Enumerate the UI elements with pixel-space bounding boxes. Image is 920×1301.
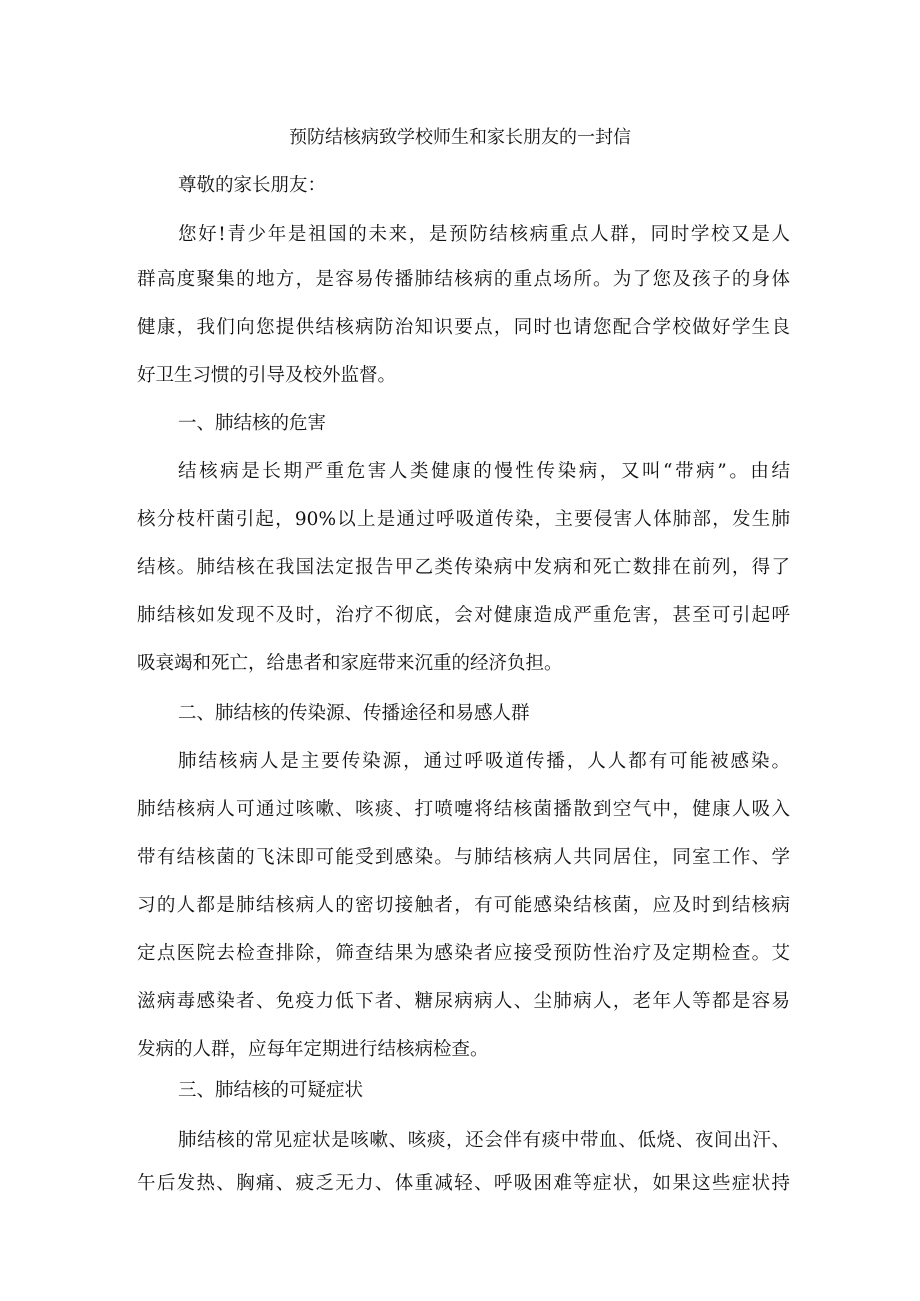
section2-line-5: 定点医院去检查排除，筛查结果为感染者应接受预防性治疗及定期检查。艾: [137, 943, 790, 964]
intro-line-2: 群高度聚集的地方，是容易传播肺结核病的重点场所。为了您及孩子的身体: [137, 269, 790, 290]
section2-line-2: 肺结核病人可通过咳嗽、咳痰、打喷嚏将结核菌播散到空气中，健康人吸入: [137, 799, 790, 820]
salutation: 尊敬的家长朋友：: [178, 175, 327, 196]
section2-heading: 二、肺结核的传染源、传播途径和易感人群: [178, 703, 530, 724]
section1-line-2: 核分枝杆菌引起，90%以上是通过呼吸道传染，主要侵害人体肺部，发生肺: [137, 509, 790, 530]
section1-heading: 一、肺结核的危害: [178, 413, 327, 434]
section1-line-1: 结核病是长期严重危害人类健康的慢性传染病，又叫“带病”。由结: [178, 461, 790, 482]
intro-line-3: 健康，我们向您提供结核病防治知识要点，同时也请您配合学校做好学生良: [137, 317, 790, 338]
section2-line-4: 习的人都是肺结核病人的密切接触者，有可能感染结核菌，应及时到结核病: [137, 895, 790, 916]
document-title: 预防结核病致学校师生和家长朋友的一封信: [289, 127, 631, 148]
section3-line-1: 肺结核的常见症状是咳嗽、咳痰，还会伴有痰中带血、低烧、夜间出汗、: [178, 1130, 790, 1151]
section1-line-5: 吸衰竭和死亡，给患者和家庭带来沉重的经济负担。: [137, 653, 563, 674]
intro-line-4: 好卫生习惯的引导及校外监督。: [137, 365, 397, 386]
section1-line-3: 结核。肺结核在我国法定报告甲乙类传染病中发病和死亡数排在前列，得了: [137, 557, 790, 578]
section1-line-4: 肺结核如发现不及时，治疗不彻底，会对健康造成严重危害，甚至可引起呼: [137, 605, 790, 626]
section3-heading: 三、肺结核的可疑症状: [178, 1080, 364, 1101]
section2-line-7: 发病的人群，应每年定期进行结核病检查。: [137, 1039, 489, 1060]
section2-line-1: 肺结核病人是主要传染源，通过呼吸道传播，人人都有可能被感染。: [178, 751, 790, 772]
section3-line-2: 午后发热、胸痛、疲乏无力、体重减轻、呼吸困难等症状，如果这些症状持: [137, 1173, 790, 1194]
intro-line-1: 您好!青少年是祖国的未来，是预防结核病重点人群，同时学校又是人: [178, 224, 790, 245]
section2-line-6: 滋病毒感染者、免疫力低下者、糖尿病病人、尘肺病人，老年人等都是容易: [137, 991, 790, 1012]
section2-line-3: 带有结核菌的飞沫即可能受到感染。与肺结核病人共同居住，同室工作、学: [137, 847, 790, 868]
